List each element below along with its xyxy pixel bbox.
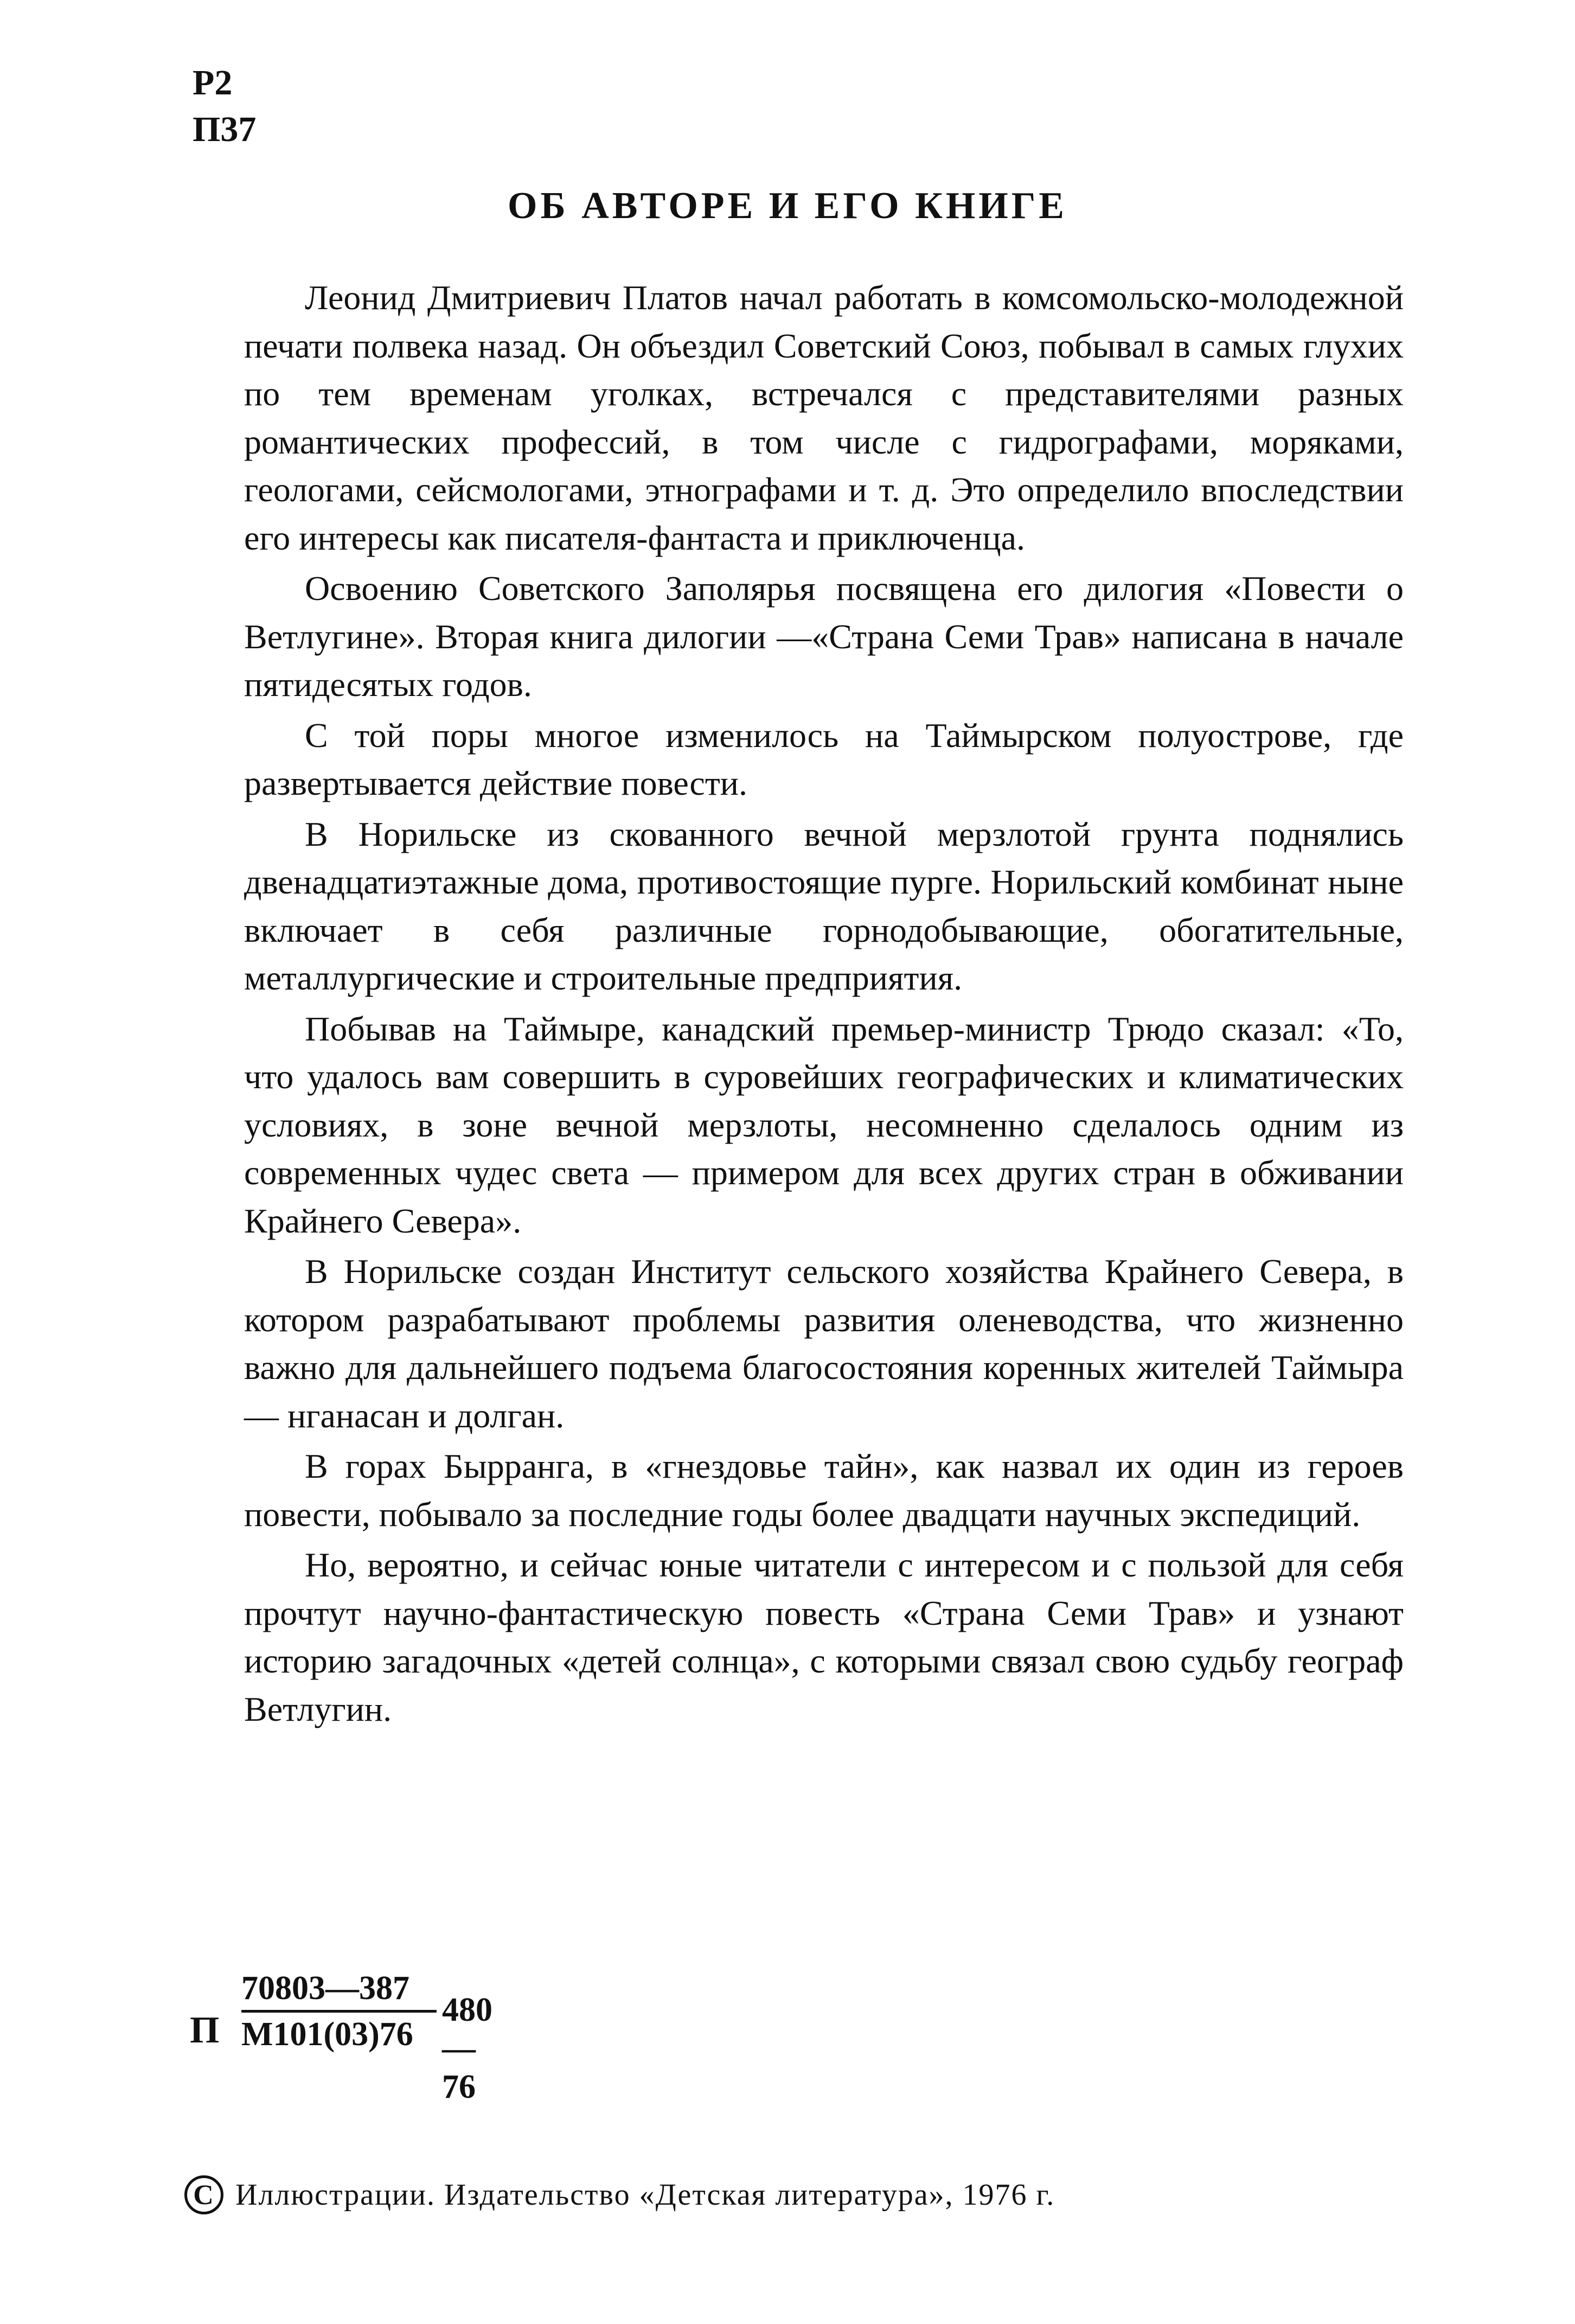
paragraph-5: Побывав на Таймыре, канадский премьер-министр Трюдо сказал: «То, что удалось вам совершить в суровейших географических и климатических условиях, в зоне вечной мерзлоты, несомненно сделалось одним из современных чудес света — примером для всех других стран в обживании Крайнего Севера». — [244, 1009, 1404, 1240]
copyright-text: Иллюстрации. Издательство «Детская литература», 1976 г. — [235, 2178, 1055, 2212]
classmark-line-2: П37 — [193, 110, 257, 149]
index-denominator: М101(03)76 — [241, 2016, 413, 2053]
index-suffix: 480—76 — [442, 1991, 492, 2105]
page-title: ОБ АВТОРЕ И ЕГО КНИГЕ — [508, 185, 1067, 227]
paragraph-3: С той поры многое изменилось на Таймырском полуострове, где развертывается действие повести. — [244, 716, 1404, 802]
paragraph-8: Но, вероятно, и сейчас юные читатели с интересом и с пользой для себя прочтут научно-фантастическую повесть «Страна Семи Трав» и узнают историю загадочных «детей солнца», с которыми связал свою судьбу географ Ветлугин. — [244, 1546, 1404, 1728]
paragraph-6: В Норильске создан Институт сельского хозяйства Крайнего Севера, в котором разрабатывают проблемы развития оленеводства, что жизненно важно для дальнейшего подъема благосостояния коренных жителей Таймыра — нганасан и долган. — [244, 1252, 1404, 1435]
article-body — [244, 274, 1404, 1736]
classification-mark — [193, 60, 256, 153]
paragraph-4: В Норильске из скованного вечной мерзлотой грунта поднялись двенадцатиэтажные дома, противостоящие пурге. Норильский комбинат ныне включает в себя различные горнодобывающие, обогатительные, металлургические и строительные предприятия. — [244, 814, 1404, 997]
paragraph-2: Освоению Советского Заполярья посвящена его дилогия «Повести о Ветлугине». Вторая книга дилогии —«Страна Семи Трав» написана в начале пятидесятых годов. — [244, 569, 1404, 704]
index-numerator: 70803—387 — [241, 1970, 409, 2007]
paragraph-1: Леонид Дмитриевич Платов начал работать в комсомольско-молодежной печати полвека назад. Он объездил Советский Союз, побывал в самых глухих по тем временам уголках, встречался с представителями разных романтических профессий, в том числе с гидрографами, моряками, геологами, сейсмологами, этнографами и т. д. Это определило впоследствии его интересы как писателя-фантаста и приключенца. — [244, 278, 1404, 557]
copyright-line — [184, 2175, 1055, 2214]
index-letter: П — [190, 2009, 220, 2051]
index-fraction — [241, 1967, 437, 2056]
classmark-line-1: Р2 — [193, 63, 233, 103]
paragraph-7: В горах Бырранга, в «гнездовье тайн», как назвал их один из героев повести, побывало за последние годы более двадцати научных экспедиций. — [244, 1447, 1404, 1534]
copyright-icon: C — [184, 2175, 223, 2214]
